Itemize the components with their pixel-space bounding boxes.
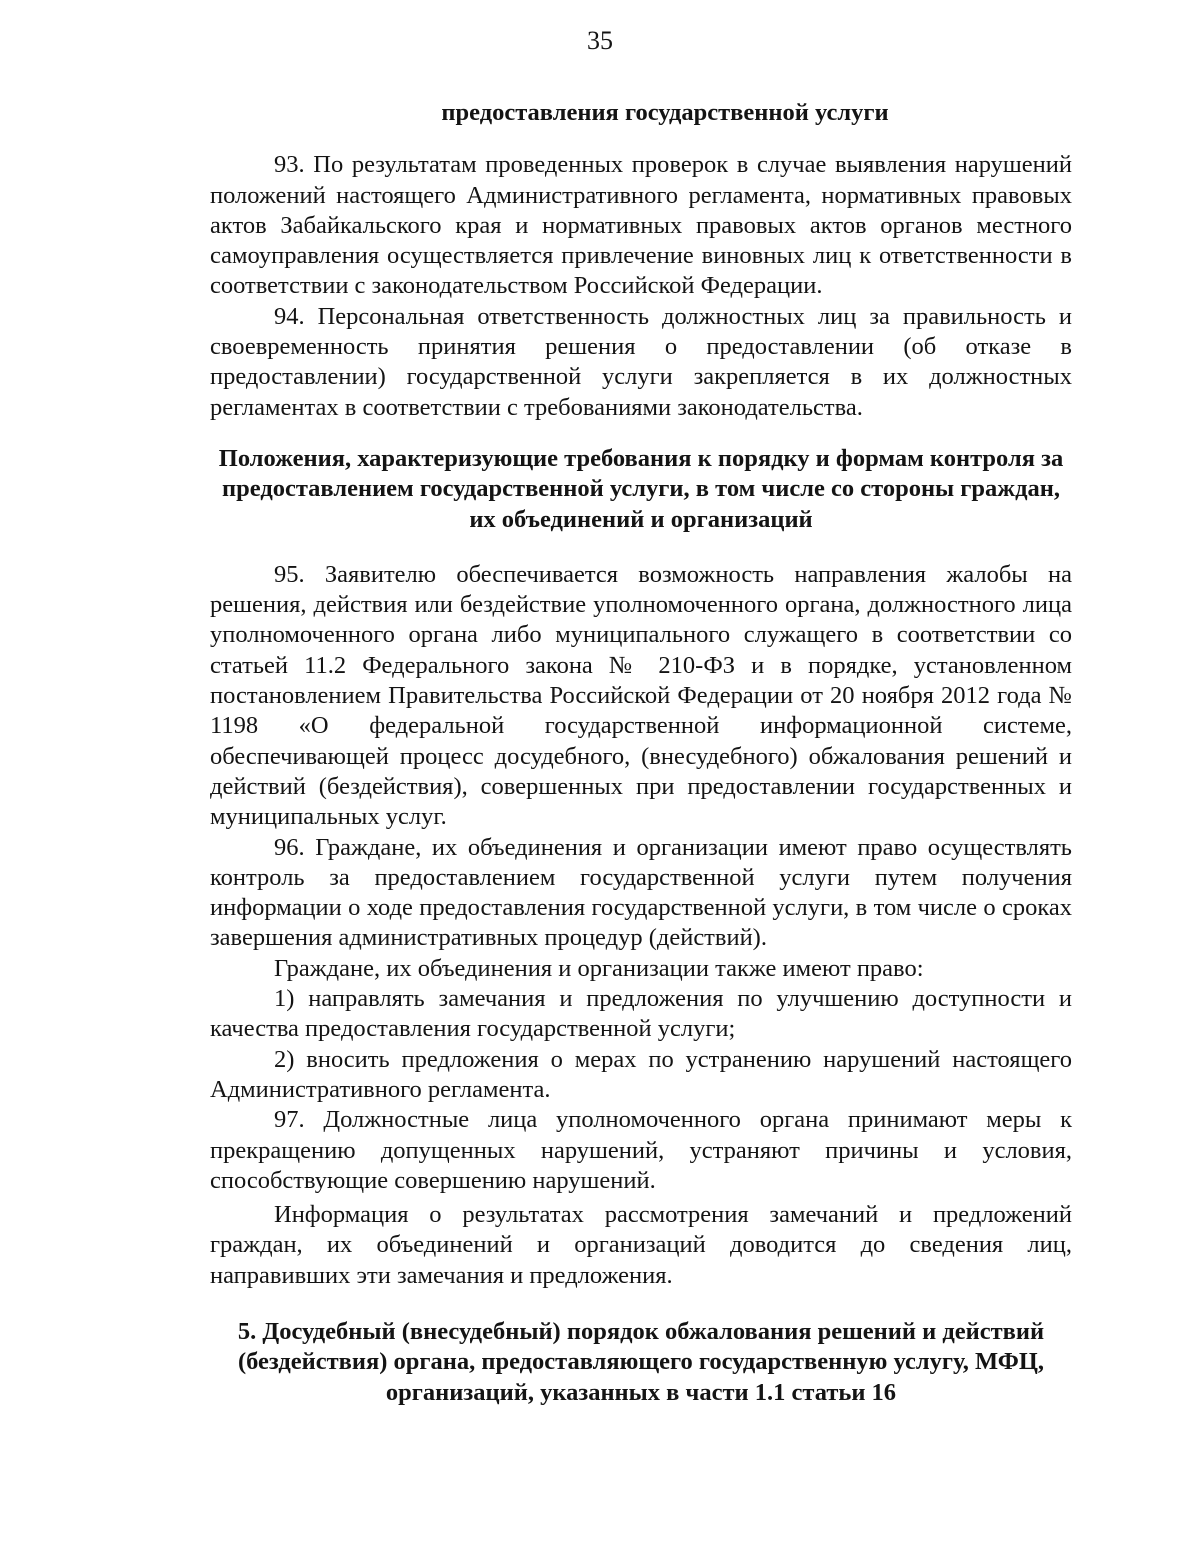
page-number: 35 xyxy=(587,26,613,55)
paragraph-97: 97. Должностные лица уполномоченного органа принимают меры к прекращению допущенных нарушений, устраняют причины и условия, способствующие совершению нарушений. xyxy=(210,1106,1072,1194)
section-heading-continuation: предоставления государственной услуги xyxy=(441,99,889,126)
paragraph-95: 95. Заявителю обеспечивается возможность направления жалобы на решения, действия или бездействие уполномоченного органа, должностного лица уполномоченного органа либо муниципального служащего в соответствии со статьей 11.2 Федерального закона № 210-ФЗ и в порядке, установленном постановлением Правительства Российской Федерации от 20 ноября 2012 года № 1198 «О федеральной государственной информационной системе, обеспечивающей процесс досудебного, (внесудебного) обжалования решений и действий (бездействия), совершенных при предоставлении государственных и муниципальных услуг. xyxy=(210,560,1072,831)
paragraph-rights-intro: Граждане, их объединения и организации также имеют право: xyxy=(274,954,924,982)
paragraph-94: 94. Персональная ответственность должностных лиц за правильность и своевременность принятия решения о предоставлении (об отказе в предоставлении) государственной услуги закрепляется в их должностных регламентах в соответствии с требованиями законодательства. xyxy=(210,302,1072,421)
paragraph-96: 96. Граждане, их объединения и организации имеют право осуществлять контроль за предоставлением государственной услуги путем получения информации о ходе предоставления государственной услуги, в том числе о сроках завершения административных процедур (действий). xyxy=(210,833,1072,952)
section-heading-control: Положения, характеризующие требования к порядку и формам контроля за предоставлением государственной услуги, в том числе со стороны граждан, их объединений и организаций xyxy=(218,444,1064,533)
page-content xyxy=(210,98,1072,1408)
section-heading-appeal: 5. Досудебный (внесудебный) порядок обжалования решений и действий (бездействия) органа, предоставляющего государственную услугу, МФЦ, организаций, указанных в части 1.1 статьи 16 xyxy=(237,1317,1045,1406)
paragraph-information: Информация о результатах рассмотрения замечаний и предложений граждан, их объединений и организаций доводится до сведения лиц, направивших эти замечания и предложения. xyxy=(210,1201,1072,1289)
paragraph-93: 93. По результатам проведенных проверок в случае выявления нарушений положений настоящего Административного регламента, нормативных правовых актов Забайкальского края и нормативных правовых актов органов местного самоуправления осуществляется привлечение виновных лиц к ответственности в соответствии с законодательством Российской Федерации. xyxy=(210,151,1072,300)
list-item-1: 1) направлять замечания и предложения по улучшению доступности и качества предоставления государственной услуги; xyxy=(210,985,1072,1043)
list-item-2: 2) вносить предложения о мерах по устранению нарушений настоящего Административного регламента. xyxy=(210,1045,1072,1103)
